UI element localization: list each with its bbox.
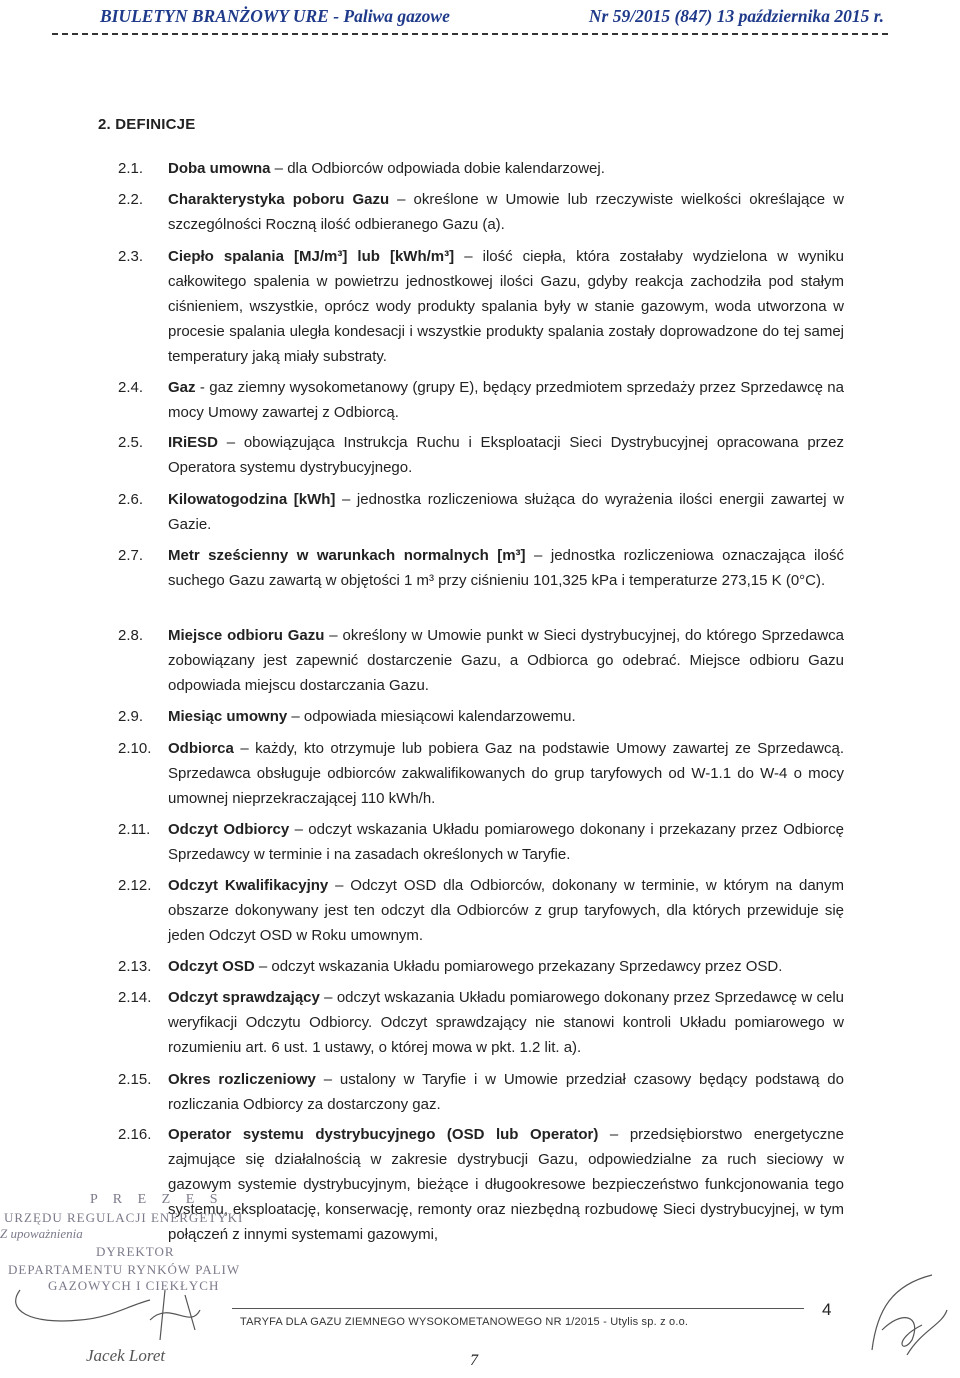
definition-number: 2.2. (118, 191, 144, 208)
definition-body: – każdy, kto otrzymuje lub pobiera Gaz na podstawie Umowy zawartej ze Sprzedawcą. Sprzedawca obsługuje odbiorców zakwalifikowanych do grup taryfowych od W-1.1 do W-4 o mocy umownej nieprzekraczającej 110 kWh/h. (168, 740, 844, 807)
definition-number: 2.16. (118, 1126, 152, 1143)
definition-item (118, 487, 844, 537)
definition-term: IRiESD (168, 434, 219, 451)
definition-item (118, 954, 844, 979)
definition-body: – jednostka rozliczeniowa oznaczająca ilość suchego Gazu zawartą w objętości 1 m³ przy ciśnieniu 101,325 kPa i temperaturze 273,15 K (0°C). (168, 547, 844, 589)
initials-scribble (852, 1270, 952, 1365)
definition-item (118, 623, 844, 698)
stamp-line-department: DEPARTAMENTU RYNKÓW PALIW (8, 1262, 241, 1277)
definition-item (118, 430, 844, 480)
definition-term: Odczyt Odbiorcy (168, 821, 290, 838)
definition-text (168, 817, 844, 867)
definition-term: Metr sześcienny w warunkach normalnych [m³] (168, 547, 526, 564)
definition-item (118, 736, 844, 811)
bulletin-title: BIULETYN BRANŻOWY URE - Paliwa gazowe (100, 6, 450, 26)
definition-number: 2.4. (118, 379, 144, 396)
definition-text (168, 985, 844, 1060)
definition-body: – określony w Umowie punkt w Sieci dystrybucyjnej, do którego Sprzedawca zobowiązany jest zapewnić dostarczenie Gazu, a Odbiorca go odebrać. Miejsce odbioru Gazu odpowiada miejscu dostarczania Gazu. (168, 627, 844, 694)
definition-term: Miesiąc umowny (168, 708, 288, 725)
definition-text (168, 244, 844, 369)
definition-number: 2.3. (118, 248, 144, 265)
definition-body: – odczyt wskazania Układu pomiarowego przekazany Sprzedawcy przez OSD. (254, 958, 783, 975)
definition-item (118, 1122, 844, 1247)
definition-term: Okres rozliczeniowy (168, 1071, 316, 1088)
definition-body: – obowiązująca Instrukcja Ruchu i Eksploatacji Sieci Dystrybucyjnej opracowana przez Operatora systemu dystrybucyjnego. (168, 434, 844, 476)
bulletin-header (0, 0, 960, 40)
definition-text (168, 187, 844, 237)
definition-number: 2.5. (118, 434, 144, 451)
definition-item (118, 873, 844, 948)
definition-text (168, 873, 844, 948)
definition-number: 2.9. (118, 708, 144, 725)
definition-body: – odpowiada miesiącowi kalendarzowemu. (287, 708, 576, 725)
definition-text (168, 156, 844, 181)
definition-text (168, 543, 844, 593)
definition-term: Odbiorca (168, 740, 234, 757)
stamp-line-prezes: P R E Z E S (90, 1192, 224, 1207)
definition-text (168, 1122, 844, 1247)
definition-text (168, 954, 844, 979)
bulletin-page-number: 7 (470, 1352, 478, 1369)
stamp-line-director: DYREKTOR (96, 1244, 175, 1259)
definition-text (168, 736, 844, 811)
definition-body: – odczyt wskazania Układu pomiarowego dokonany przez Sprzedawcę w celu weryfikacji Odczytu Odbiorcy. Odczyt sprawdzający nie stanowi kontroli Układu pomiarowego w rozumieniu art. 6 ust. 1 ustawy, o której mowa w pkt. 1.2 lit. a). (168, 989, 844, 1056)
footer-note: TARYFA DLA GAZU ZIEMNEGO WYSOKOMETANOWEGO NR 1/2015 - Utylis sp. z o.o. (240, 1316, 689, 1328)
definition-item (118, 156, 844, 181)
definition-term: Odczyt Kwalifikacyjny (168, 877, 329, 894)
definition-text (168, 430, 844, 480)
definition-term: Charakterystyka poboru Gazu (168, 191, 390, 208)
definition-term: Gaz (168, 379, 196, 396)
definition-term: Ciepło spalania [MJ/m³] lub [kWh/m³] (168, 248, 455, 265)
definition-body: – określone w Umowie lub rzeczywiste wielkości określające w szczególności Roczną ilość odbieranego Gazu (a). (168, 191, 844, 233)
definition-term: Operator systemu dystrybucyjnego (OSD lub Operator) (168, 1126, 599, 1143)
definition-body: – ilość ciepła, która zostałaby wydzielona w wyniku całkowitego spalenia w powietrzu jednostkowej ilości Gazu, gdyby reakcja zachodziła pod stałym ciśnieniem, wszystkie, oprócz wody produkty spalania były w stanie gazowym, woda utworzona w procesie spalania uległa kondesacji i wszystkie produkty spalania zostały doprowadzone do tej samej temperatury jaką miały substraty. (168, 248, 844, 365)
footer-rule (232, 1308, 804, 1309)
definition-item (118, 985, 844, 1060)
definition-number: 2.1. (118, 160, 144, 177)
definition-number: 2.15. (118, 1071, 152, 1088)
definition-number: 2.10. (118, 740, 152, 757)
definition-body: – Odczyt OSD dla Odbiorców, dokonany w terminie, w którym na danym obszarze dokonywany jest ten odczyt dla Odbiorców z grup taryfowych, dla których przewiduje się jeden Odczyt OSD w Roku umownym. (168, 877, 845, 944)
definition-term: Odczyt sprawdzający (168, 989, 320, 1006)
definition-number: 2.14. (118, 989, 152, 1006)
definition-item (118, 817, 844, 867)
definition-body: – odczyt wskazania Układu pomiarowego dokonany i przekazany przez Odbiorcę Sprzedawcy w terminie i na zasadach określonych w Taryfie. (168, 821, 844, 863)
definition-item (118, 187, 844, 237)
definition-text (168, 1067, 844, 1117)
definition-body: – przedsiębiorstwo energetyczne zajmujące się działalnością w zakresie dystrybucji Gazu, odpowiedzialne za ruch sieciowy w gazowym systemie dystrybucyjnym, bieżące i długookresowe bezpieczeństwo funkcjonowania tego systemu, eksploatację, konserwację, remonty oraz niezbędną rozbudowę Sieci dystrybucyjnej, w tym połączeń z innymi systemami gazowymi, (168, 1126, 844, 1243)
definition-number: 2.6. (118, 491, 144, 508)
definition-text (168, 623, 844, 698)
signer-name: Jacek Loret (86, 1346, 166, 1365)
stamp-line-department-2: GAZOWYCH I CIEKŁYCH (48, 1278, 220, 1293)
definition-number: 2.8. (118, 627, 144, 644)
definition-body: – dla Odbiorców odpowiada dobie kalendarzowej. (270, 160, 605, 177)
definition-item (118, 704, 844, 729)
definition-term: Miejsce odbioru Gazu (168, 627, 325, 644)
definition-term: Kilowatogodzina [kWh] (168, 491, 336, 508)
definition-text (168, 487, 844, 537)
definition-body: – jednostka rozliczeniowa służąca do wyrażenia ilości energii zawartej w Gazie. (168, 491, 844, 533)
stamp-line-authority: Z upoważnienia (0, 1226, 83, 1241)
definition-number: 2.12. (118, 877, 152, 894)
definition-term: Odczyt OSD (168, 958, 255, 975)
definition-item (118, 244, 844, 369)
section-title: 2. DEFINICJE (98, 116, 196, 133)
definition-text (168, 375, 844, 425)
header-rule (52, 33, 888, 35)
bulletin-issue: Nr 59/2015 (847) 13 października 2015 r. (588, 6, 884, 26)
definition-body: - gaz ziemny wysokometanowy (grupy E), będący przedmiotem sprzedaży przez Sprzedawcę na mocy Umowy zawartej z Odbiorcą. (168, 379, 844, 421)
definition-item (118, 543, 844, 593)
definition-number: 2.7. (118, 547, 144, 564)
definition-item (118, 1067, 844, 1117)
definition-body: – ustalony w Taryfie i w Umowie przedział czasowy będący podstawą do rozliczania Odbiorcy za dostarczony gaz. (168, 1071, 844, 1113)
stamp-line-ure: URZĘDU REGULACJI ENERGETYKI (4, 1210, 244, 1225)
page-number: 4 (822, 1300, 832, 1319)
definition-text (168, 704, 844, 729)
definition-number: 2.13. (118, 958, 152, 975)
definition-item (118, 375, 844, 425)
definition-number: 2.11. (118, 821, 151, 838)
definition-term: Doba umowna (168, 160, 271, 177)
